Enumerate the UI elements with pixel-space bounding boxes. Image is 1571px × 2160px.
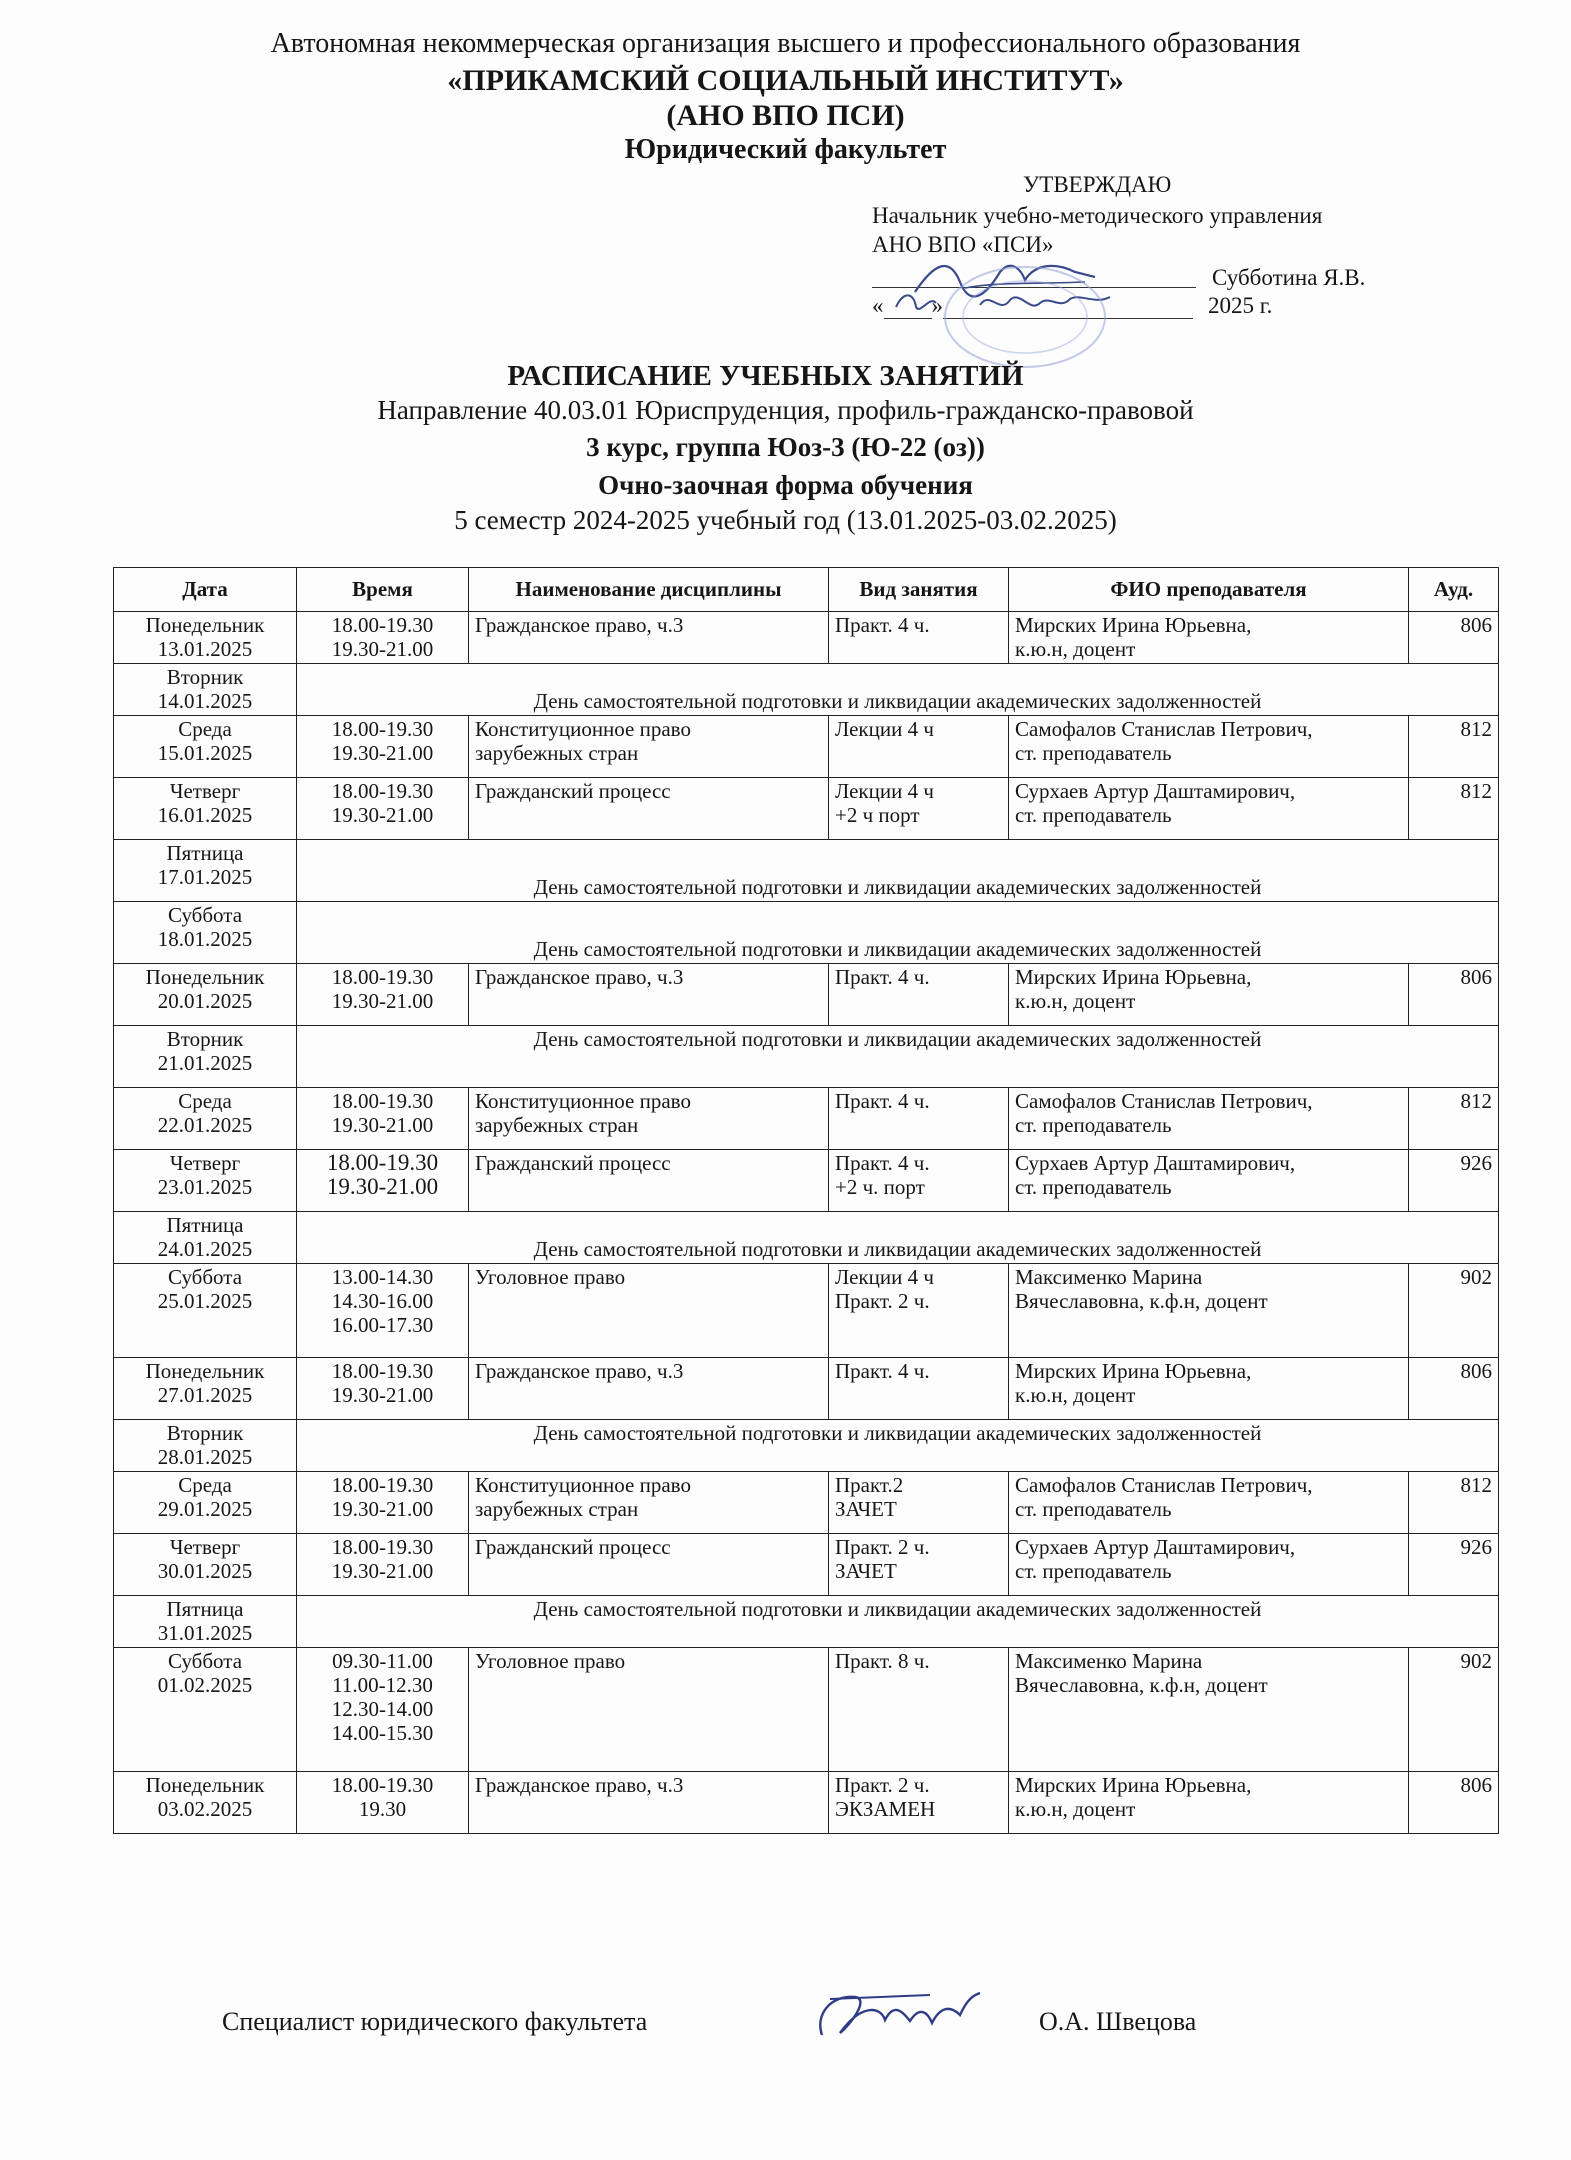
time-cell <box>297 1264 469 1358</box>
weekday: Среда <box>178 1473 232 1497</box>
self-study-cell: День самостоятельной подготовки и ликвидации академических задолженностей <box>297 664 1499 716</box>
room-cell: 902 <box>1409 1264 1499 1358</box>
teacher-name: ст. преподаватель <box>1015 741 1172 765</box>
course-group: 3 курс, группа Юоз-3 (Ю-22 (оз)) <box>586 432 985 462</box>
document-title: РАСПИСАНИЕ УЧЕБНЫХ ЗАНЯТИЙ <box>507 360 1024 392</box>
schedule-table <box>113 567 1499 1834</box>
time-cell <box>297 778 469 840</box>
header-subject: Наименование дисциплины <box>469 568 829 612</box>
lesson-type: Практ. 4 ч. <box>835 965 930 989</box>
teacher-name: к.ю.н, доцент <box>1015 637 1136 661</box>
date-cell <box>114 1212 297 1264</box>
subject-cell <box>469 1150 829 1212</box>
approval-position: Начальник учебно-методического управления <box>872 203 1323 228</box>
lesson-type: ЗАЧЕТ <box>835 1497 897 1521</box>
study-form: Очно-заочная форма обучения <box>598 470 973 500</box>
weekday: Среда <box>178 717 232 741</box>
time-slot: 18.00-19.30 <box>331 717 434 741</box>
subject-cell <box>469 1534 829 1596</box>
subject-name: зарубежных стран <box>475 741 639 765</box>
date-cell <box>114 716 297 778</box>
weekday: Пятница <box>166 841 244 865</box>
footer-name: О.А. Швецова <box>1039 2007 1197 2036</box>
table-row <box>114 1150 1499 1212</box>
approval-stamp <box>940 262 1110 372</box>
semester-period: 5 семестр 2024-2025 учебный год (13.01.2025-03.02.2025) <box>454 505 1117 535</box>
time-slot: 12.30-14.00 <box>331 1697 434 1721</box>
teacher-name: Самофалов Станислав Петрович, <box>1015 1089 1313 1113</box>
table-row <box>114 664 1499 716</box>
approval-title: УТВЕРЖДАЮ <box>1023 172 1172 197</box>
weekday: Четверг <box>169 779 241 803</box>
header-lesson-type: Вид занятия <box>829 568 1009 612</box>
time-slot: 19.30-21.00 <box>331 637 434 661</box>
lesson-date: 30.01.2025 <box>157 1559 253 1583</box>
lesson-date: 25.01.2025 <box>157 1289 253 1313</box>
subject-name: Конституционное право <box>475 1089 691 1113</box>
weekday: Среда <box>178 1089 232 1113</box>
lesson-type: +2 ч порт <box>835 803 920 827</box>
subject-name: Уголовное право <box>475 1649 626 1673</box>
self-study-cell: День самостоятельной подготовки и ликвидации академических задолженностей <box>297 1420 1499 1472</box>
subject-cell <box>469 1648 829 1772</box>
teacher-name: Самофалов Станислав Петрович, <box>1015 717 1313 741</box>
teacher-name: ст. преподаватель <box>1015 1559 1172 1583</box>
subject-name: зарубежных стран <box>475 1113 639 1137</box>
subject-name: Уголовное право <box>475 1265 626 1289</box>
lesson-date: 15.01.2025 <box>157 741 253 765</box>
teacher-cell <box>1009 964 1409 1026</box>
subject-cell <box>469 1088 829 1150</box>
header-time: Время <box>297 568 469 612</box>
subject-cell <box>469 964 829 1026</box>
lesson-type-cell <box>829 1772 1009 1834</box>
self-study-cell: День самостоятельной подготовки и ликвидации академических задолженностей <box>297 1596 1499 1648</box>
lesson-date: 28.01.2025 <box>157 1445 253 1469</box>
time-slot: 19.30-21.00 <box>331 989 434 1013</box>
teacher-name: к.ю.н, доцент <box>1015 1383 1136 1407</box>
room-cell: 806 <box>1409 1772 1499 1834</box>
lesson-type-cell <box>829 612 1009 664</box>
lesson-type: Практ. 4 ч. <box>835 1089 930 1113</box>
teacher-name: Мирских Ирина Юрьевна, <box>1015 1359 1252 1383</box>
institute-abbreviation: (АНО ВПО ПСИ) <box>666 99 905 132</box>
teacher-name: к.ю.н, доцент <box>1015 989 1136 1013</box>
weekday: Понедельник <box>145 1359 265 1383</box>
lesson-type: Лекции 4 ч <box>835 779 934 803</box>
weekday: Суббота <box>167 1265 243 1289</box>
date-cell <box>114 902 297 964</box>
lesson-type: Практ. 2 ч. <box>835 1289 930 1313</box>
room-cell: 812 <box>1409 1472 1499 1534</box>
time-cell <box>297 964 469 1026</box>
time-slot: 18.00-19.30 <box>326 1150 439 1175</box>
lesson-type-cell <box>829 1534 1009 1596</box>
time-cell <box>297 1150 469 1212</box>
lesson-type-cell <box>829 1648 1009 1772</box>
teacher-name: Мирских Ирина Юрьевна, <box>1015 613 1252 637</box>
date-cell <box>114 1596 297 1648</box>
teacher-name: Самофалов Станислав Петрович, <box>1015 1473 1313 1497</box>
lesson-type: ЭКЗАМЕН <box>835 1797 936 1821</box>
lesson-type: Практ. 4 ч. <box>835 613 930 637</box>
subject-cell <box>469 716 829 778</box>
weekday: Четверг <box>169 1151 241 1175</box>
lesson-type-cell <box>829 1472 1009 1534</box>
lesson-type: Практ. 8 ч. <box>835 1649 930 1673</box>
lesson-type: Практ. 4 ч. <box>835 1151 930 1175</box>
time-slot: 19.30-21.00 <box>331 1113 434 1137</box>
time-slot: 18.00-19.30 <box>331 965 434 989</box>
table-row <box>114 1358 1499 1420</box>
table-row <box>114 840 1499 902</box>
teacher-name: Вячеславовна, к.ф.н, доцент <box>1015 1673 1268 1697</box>
lesson-date: 21.01.2025 <box>157 1051 253 1075</box>
time-slot: 18.00-19.30 <box>331 1773 434 1797</box>
date-cell <box>114 1648 297 1772</box>
lesson-type: Лекции 4 ч <box>835 1265 934 1289</box>
lesson-date: 20.01.2025 <box>157 989 253 1013</box>
time-slot: 11.00-12.30 <box>332 1673 433 1697</box>
time-cell <box>297 612 469 664</box>
time-slot: 13.00-14.30 <box>331 1265 434 1289</box>
table-row <box>114 964 1499 1026</box>
subject-cell <box>469 1264 829 1358</box>
time-slot: 09.30-11.00 <box>332 1649 433 1673</box>
time-cell <box>297 716 469 778</box>
lesson-type: Практ.2 <box>835 1473 904 1497</box>
time-cell <box>297 1472 469 1534</box>
lesson-type: Практ. 2 ч. <box>835 1535 930 1559</box>
study-direction: Направление 40.03.01 Юриспруденция, профиль-гражданско-правовой <box>377 395 1194 425</box>
approval-year: 2025 г. <box>1208 293 1273 318</box>
date-cell <box>114 664 297 716</box>
lesson-type-cell <box>829 1358 1009 1420</box>
room-cell: 812 <box>1409 1088 1499 1150</box>
header-room: Ауд. <box>1409 568 1499 612</box>
room-cell: 902 <box>1409 1648 1499 1772</box>
lesson-date: 13.01.2025 <box>157 637 253 661</box>
date-cell <box>114 1150 297 1212</box>
self-study-cell: День самостоятельной подготовки и ликвидации академических задолженностей <box>297 1212 1499 1264</box>
lesson-type: Лекции 4 ч <box>835 717 934 741</box>
room-cell: 806 <box>1409 612 1499 664</box>
approval-organization: АНО ВПО «ПСИ» <box>872 232 1054 257</box>
time-slot: 19.30-21.00 <box>331 1497 434 1521</box>
table-row <box>114 1212 1499 1264</box>
table-row <box>114 612 1499 664</box>
lesson-date: 23.01.2025 <box>157 1175 253 1199</box>
header-date: Дата <box>114 568 297 612</box>
approval-close-quote: » <box>931 293 943 318</box>
teacher-cell <box>1009 716 1409 778</box>
weekday: Вторник <box>166 665 244 689</box>
self-study-cell: День самостоятельной подготовки и ликвидации академических задолженностей <box>297 840 1499 902</box>
time-slot: 19.30-21.00 <box>331 1559 434 1583</box>
subject-name: Гражданское право, ч.3 <box>475 1773 684 1797</box>
time-slot: 14.00-15.30 <box>331 1721 434 1745</box>
date-cell <box>114 964 297 1026</box>
self-study-cell: День самостоятельной подготовки и ликвидации академических задолженностей <box>297 1026 1499 1088</box>
weekday: Понедельник <box>145 965 265 989</box>
lesson-date: 18.01.2025 <box>157 927 253 951</box>
room-cell: 806 <box>1409 964 1499 1026</box>
room-cell: 926 <box>1409 1150 1499 1212</box>
time-slot: 18.00-19.30 <box>331 1089 434 1113</box>
time-slot: 19.30-21.00 <box>331 741 434 765</box>
teacher-name: ст. преподаватель <box>1015 1113 1172 1137</box>
date-cell <box>114 840 297 902</box>
table-row <box>114 1472 1499 1534</box>
time-cell <box>297 1648 469 1772</box>
teacher-name: ст. преподаватель <box>1015 1497 1172 1521</box>
weekday: Четверг <box>169 1535 241 1559</box>
teacher-name: Максименко Марина <box>1015 1649 1203 1673</box>
date-cell <box>114 1358 297 1420</box>
lesson-date: 17.01.2025 <box>157 865 253 889</box>
schedule-header-row <box>114 568 1499 612</box>
teacher-cell <box>1009 612 1409 664</box>
teacher-cell <box>1009 1150 1409 1212</box>
table-row <box>114 1772 1499 1834</box>
teacher-name: Сурхаев Артур Даштамирович, <box>1015 779 1296 803</box>
subject-name: Гражданское право, ч.3 <box>475 613 684 637</box>
time-slot: 19.30 <box>358 1797 407 1821</box>
time-slot: 19.30-21.00 <box>326 1174 439 1199</box>
teacher-cell <box>1009 1772 1409 1834</box>
header-teacher: ФИО преподавателя <box>1009 568 1409 612</box>
weekday: Суббота <box>167 903 243 927</box>
date-cell <box>114 778 297 840</box>
weekday: Понедельник <box>145 613 265 637</box>
lesson-date: 14.01.2025 <box>157 689 253 713</box>
teacher-cell <box>1009 778 1409 840</box>
table-row <box>114 1534 1499 1596</box>
time-cell <box>297 1088 469 1150</box>
table-row <box>114 778 1499 840</box>
organization-name: Автономная некоммерческая организация высшего и профессионального образования <box>270 28 1301 59</box>
room-cell: 806 <box>1409 1358 1499 1420</box>
date-cell <box>114 612 297 664</box>
faculty-name: Юридический факультет <box>624 134 947 165</box>
teacher-name: Мирских Ирина Юрьевна, <box>1015 965 1252 989</box>
lesson-type: +2 ч. порт <box>835 1175 925 1199</box>
subject-name: Конституционное право <box>475 717 691 741</box>
teacher-name: Сурхаев Артур Даштамирович, <box>1015 1535 1296 1559</box>
subject-name: Конституционное право <box>475 1473 691 1497</box>
time-slot: 19.30-21.00 <box>331 1383 434 1407</box>
table-row <box>114 716 1499 778</box>
lesson-date: 29.01.2025 <box>157 1497 253 1521</box>
subject-name: Гражданский процесс <box>475 779 671 803</box>
room-cell: 812 <box>1409 716 1499 778</box>
teacher-name: Мирских Ирина Юрьевна, <box>1015 1773 1252 1797</box>
weekday: Суббота <box>167 1649 243 1673</box>
subject-name: зарубежных стран <box>475 1497 639 1521</box>
table-row <box>114 1420 1499 1472</box>
teacher-name: Сурхаев Артур Даштамирович, <box>1015 1151 1296 1175</box>
date-cell <box>114 1026 297 1088</box>
teacher-name: Вячеславовна, к.ф.н, доцент <box>1015 1289 1268 1313</box>
lesson-date: 24.01.2025 <box>157 1237 253 1261</box>
institute-name: «ПРИКАМСКИЙ СОЦИАЛЬНЫЙ ИНСТИТУТ» <box>447 64 1124 97</box>
lesson-type: Практ. 2 ч. <box>835 1773 930 1797</box>
table-row <box>114 1026 1499 1088</box>
lesson-type-cell <box>829 1088 1009 1150</box>
lesson-type-cell <box>829 1264 1009 1358</box>
weekday: Пятница <box>166 1597 244 1621</box>
teacher-cell <box>1009 1358 1409 1420</box>
weekday: Вторник <box>166 1027 244 1051</box>
time-cell <box>297 1772 469 1834</box>
teacher-cell <box>1009 1088 1409 1150</box>
subject-name: Гражданское право, ч.3 <box>475 1359 684 1383</box>
table-row <box>114 1648 1499 1772</box>
subject-name: Гражданский процесс <box>475 1535 671 1559</box>
time-slot: 18.00-19.30 <box>331 613 434 637</box>
subject-name: Гражданский процесс <box>475 1151 671 1175</box>
subject-cell <box>469 1358 829 1420</box>
teacher-name: ст. преподаватель <box>1015 1175 1172 1199</box>
date-cell <box>114 1534 297 1596</box>
specialist-signature <box>810 1985 985 2050</box>
lesson-date: 03.02.2025 <box>157 1797 253 1821</box>
date-cell <box>114 1088 297 1150</box>
lesson-date: 22.01.2025 <box>157 1113 253 1137</box>
time-cell <box>297 1358 469 1420</box>
weekday: Пятница <box>166 1213 244 1237</box>
lesson-date: 27.01.2025 <box>157 1383 253 1407</box>
lesson-type: Практ. 4 ч. <box>835 1359 930 1383</box>
time-slot: 19.30-21.00 <box>331 803 434 827</box>
footer-role: Специалист юридического факультета <box>222 2007 648 2036</box>
teacher-name: ст. преподаватель <box>1015 803 1172 827</box>
teacher-name: к.ю.н, доцент <box>1015 1797 1136 1821</box>
time-slot: 18.00-19.30 <box>331 1359 434 1383</box>
date-cell <box>114 1420 297 1472</box>
time-slot: 16.00-17.30 <box>331 1313 434 1337</box>
table-row <box>114 1088 1499 1150</box>
room-cell: 812 <box>1409 778 1499 840</box>
time-slot: 18.00-19.30 <box>331 1535 434 1559</box>
teacher-cell <box>1009 1648 1409 1772</box>
weekday: Понедельник <box>145 1773 265 1797</box>
lesson-type-cell <box>829 778 1009 840</box>
table-row <box>114 902 1499 964</box>
date-cell <box>114 1264 297 1358</box>
lesson-type-cell <box>829 964 1009 1026</box>
weekday: Вторник <box>166 1421 244 1445</box>
subject-cell <box>469 1772 829 1834</box>
lesson-date: 31.01.2025 <box>157 1621 253 1645</box>
time-slot: 18.00-19.30 <box>331 1473 434 1497</box>
teacher-name: Максименко Марина <box>1015 1265 1203 1289</box>
table-row <box>114 1596 1499 1648</box>
lesson-date: 01.02.2025 <box>157 1673 253 1697</box>
time-slot: 18.00-19.30 <box>331 779 434 803</box>
approval-open-quote: « <box>872 293 884 318</box>
time-slot: 14.30-16.00 <box>331 1289 434 1313</box>
subject-cell <box>469 778 829 840</box>
approver-name: Субботина Я.В. <box>1212 265 1366 290</box>
teacher-cell <box>1009 1472 1409 1534</box>
date-cell <box>114 1772 297 1834</box>
date-cell <box>114 1472 297 1534</box>
subject-name: Гражданское право, ч.3 <box>475 965 684 989</box>
lesson-type-cell <box>829 716 1009 778</box>
subject-cell <box>469 612 829 664</box>
room-cell: 926 <box>1409 1534 1499 1596</box>
time-cell <box>297 1534 469 1596</box>
lesson-type-cell <box>829 1150 1009 1212</box>
table-row <box>114 1264 1499 1358</box>
lesson-type: ЗАЧЕТ <box>835 1559 897 1583</box>
lesson-date: 16.01.2025 <box>157 803 253 827</box>
self-study-cell: День самостоятельной подготовки и ликвидации академических задолженностей <box>297 902 1499 964</box>
teacher-cell <box>1009 1264 1409 1358</box>
subject-cell <box>469 1472 829 1534</box>
teacher-cell <box>1009 1534 1409 1596</box>
